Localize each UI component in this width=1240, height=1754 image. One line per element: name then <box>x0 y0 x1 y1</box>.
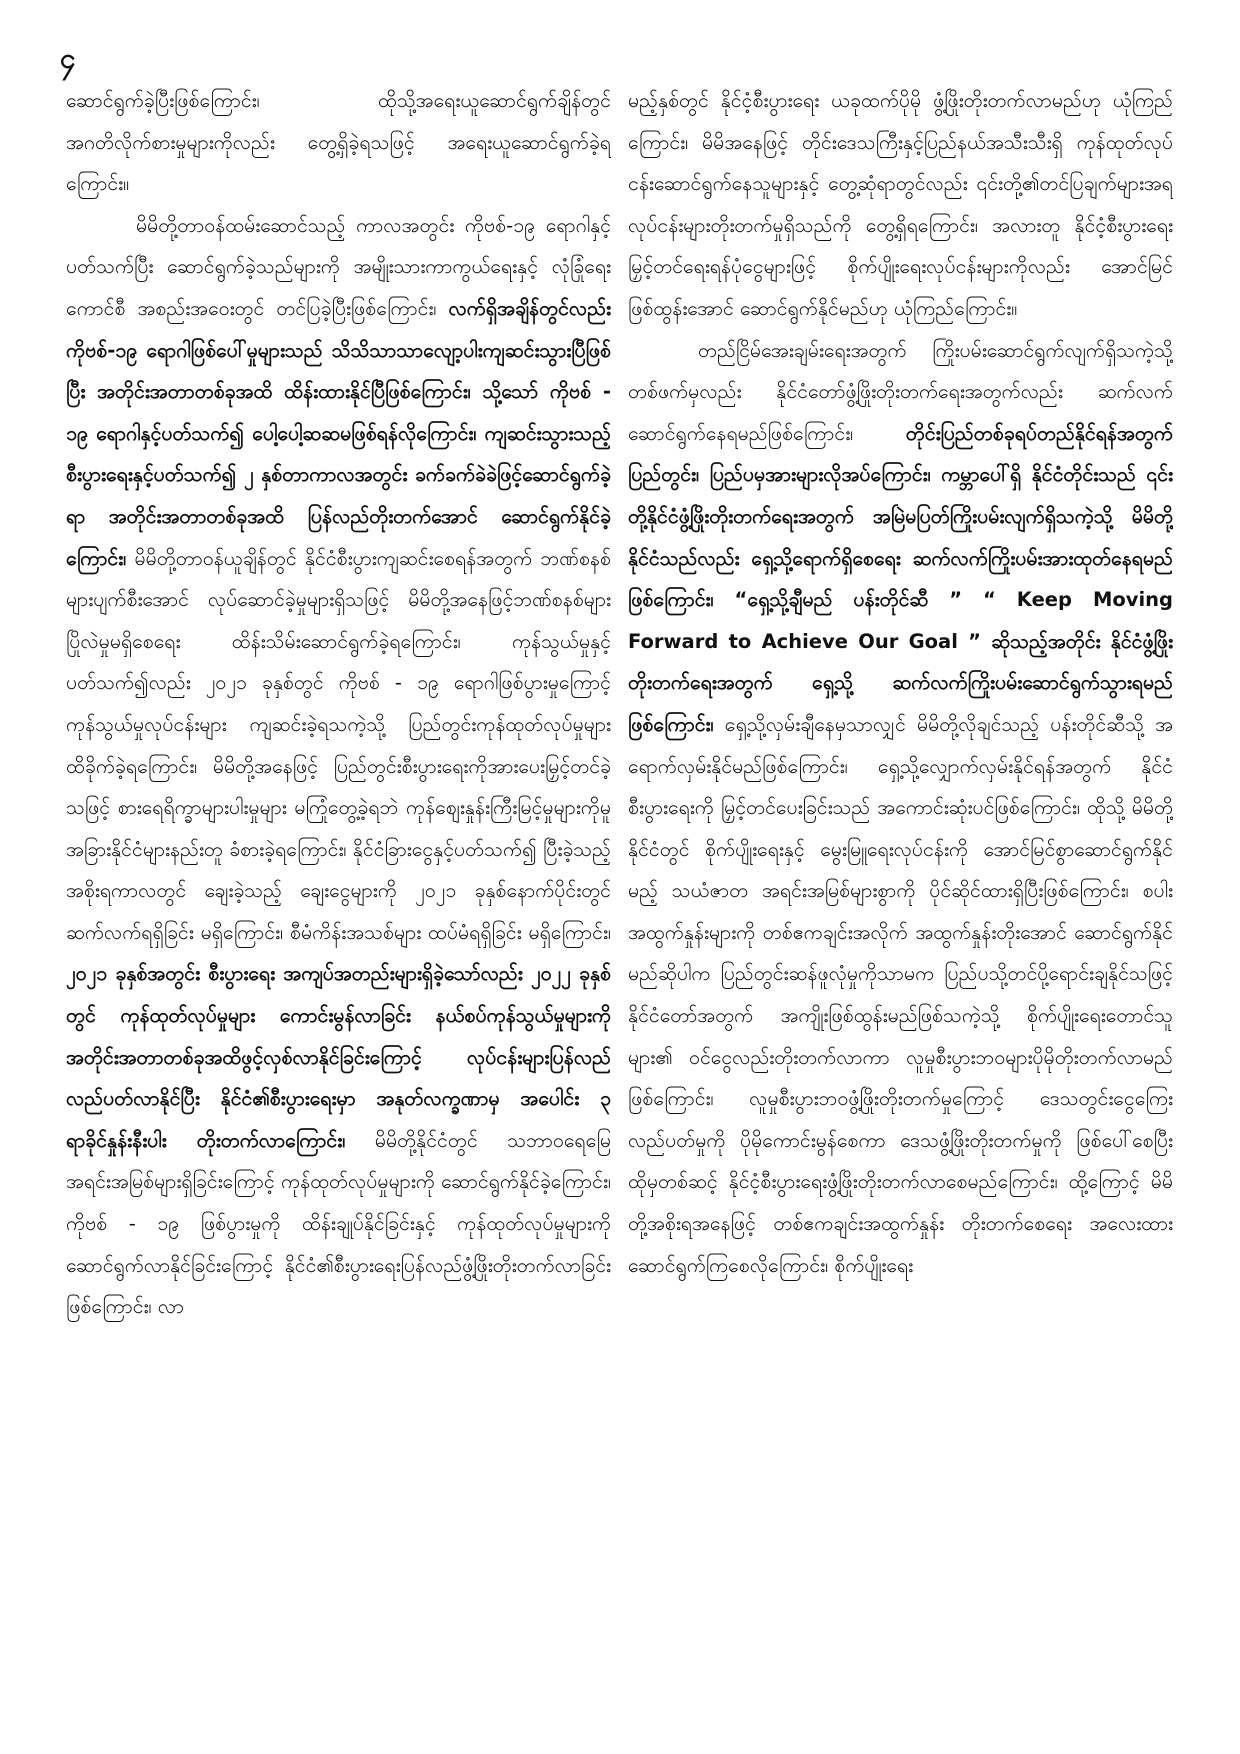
text-run: မိမိတို့တာဝန်ယူချိန်တွင် နိုင်ငံစီးပွားကျဆင်းစေရန်အတွက် ဘဏ်စနစ်များပျက်စီးအောင် လုပ်ဆောင်ခဲ့မှုများရှိသဖြင့် မိမိတို့အနေဖြင့်ဘဏ်စနစ်များ ပြိုလဲမှုမရှိစေရေး ထိန်းသိမ်းဆောင်ရွက်ခဲ့ရကြောင်း၊ ကုန်သွယ်မှုနှင့်ပတ်သက်၍လည်း ၂၀၂၁ ခုနှစ်တွင် ကိုဗစ် - ၁၉ ရောဂါဖြစ်ပွားမှုကြောင့် ကုန်သွယ်မှုလုပ်ငန်းများ ကျဆင်းခဲ့ရသကဲ့သို့ ပြည်တွင်းကုန်ထုတ်လုပ်မှုများ ထိခိုက်ခဲ့ရကြောင်း၊ မိမိတို့အနေဖြင့် ပြည်တွင်းစီးပွားရေးကိုအားပေးမြှင့်တင်ခဲ့သဖြင့် စားရေရိက္ခာများပါးမှုများ မကြုံတွေ့ခဲ့ရဘဲ ကုန်စျေးနှုန်းကြီးမြင့်မှုများကိုမူ အခြားနိုင်ငံများနည်းတူ ခံစားခဲ့ရကြောင်း၊ နိုင်ငံခြားငွေနှင့်ပတ်သက်၍ ပြီးခဲ့သည့်အစိုးရကာလတွင် ချေးခဲ့သည့် ချေးငွေများကို ၂၀၂၁ ခုနှစ်နောက်ပိုင်းတွင် ဆက်လက်ရရှိခြင်း မရှိကြောင်း၊ စီမံကိန်းအသစ်များ ထပ်မံရရှိခြင်း မရှိကြောင်း၊ <box>66 546 611 944</box>
text-run: မိမိတို့နိုင်ငံတွင် သဘာဝရေမြေအရင်းအမြစ်များရှိခြင်းကြောင့် ကုန်ထုတ်လုပ်မှုများကို ဆောင်ရွက်နိုင်ခဲ့ကြောင်း၊ ကိုဗစ် - ၁၉ ဖြစ်ပွားမှုကို ထိန်းချုပ်နိုင်ခြင်းနှင့် ကုန်ထုတ်လုပ်မှုများကို ဆောင်ရွက်လာနိုင်ခြင်းကြောင့် နိုင်ငံ၏စီးပွားရေးပြန်လည်ဖွံ့ဖြိုးတိုးတက်လာခြင်းဖြစ်ကြောင်း၊ လာ <box>66 1128 611 1319</box>
paragraph: မည့်နှစ်တွင် နိုင်ငံ့စီးပွားရေး ယခုထက်ပိုမို ဖွံ့ဖြိုးတိုးတက်လာမည်ဟု ယုံကြည်ကြောင်း၊ မိမိအနေဖြင့် တိုင်းဒေသကြီးနှင့်ပြည်နယ်အသီးသီးရှိ ကုန်ထုတ်လုပ်ငန်းဆောင်ရွက်နေသူများနှင့် တွေ့ဆုံရာတွင်လည်း ၎င်းတို့၏တင်ပြချက်များအရ လုပ်ငန်းများတိုးတက်မှုရှိသည်ကို တွေ့ရှိရကြောင်း၊ အလားတူ နိုင်ငံ့စီးပွားရေးမြှင့်တင်ရေးရန်ပုံငွေများဖြင့် စိုက်ပျိုးရေးလုပ်ငန်းများကိုလည်း အောင်မြင်ဖြစ်ထွန်းအောင် ဆောင်ရွက်နိုင်မည်ဟု ယုံကြည်ကြောင်း။ <box>628 89 1173 320</box>
text-run: ရှေ့သို့လှမ်းချီနေမှသာလျှင် မိမိတို့လိုချင်သည့် ပန်းတိုင်ဆီသို့ အရောက်လှမ်းနိုင်မည်ဖြစ်ကြောင်း၊ ရှေ့သို့လျှောက်လှမ်းနိုင်ရန်အတွက် နိုင်ငံစီးပွားရေးကို မြှင့်တင်ပေးခြင်းသည် အကောင်းဆုံးပင်ဖြစ်ကြောင်း၊ ထိုသို့ မိမိတို့နိုင်ငံတွင် စိုက်ပျိုးရေးနှင့် မွေးမြူရေးလုပ်ငန်းကို အောင်မြင်စွာဆောင်ရွက်နိုင်မည့် သယံဇာတ အရင်းအမြစ်များစွာကို ပိုင်ဆိုင်ထားရှိပြီးဖြစ်ကြောင်း၊ စပါးအထွက်နှုန်းများကို တစ်ဧကချင်းအလိုက် အထွက်နှုန်းတိုးအောင် ဆောင်ရွက်နိုင်မည်ဆိုပါက ပြည်တွင်းဆန်ဖူလုံမှုကိုသာမက ပြည်ပသို့တင်ပို့ရောင်းချနိုင်သဖြင့် နိုင်ငံတော်အတွက် အကျိုးဖြစ်ထွန်းမည်ဖြစ်သကဲ့သို့ စိုက်ပျိုးရေးတောင်သူများ၏ ဝင်ငွေလည်းတိုးတက်လာကာ လူမှုစီးပွားဘဝများပိုမိုတိုးတက်လာမည်ဖြစ်ကြောင်း၊ လူမှုစီးပွားဘဝဖွံ့ဖြိုးတိုးတက်မှုကြောင့် ဒေသတွင်းငွေကြေးလည်ပတ်မှုကို ပိုမိုကောင်းမွန်စေကာ ဒေသဖွံ့ဖြိုးတိုးတက်မှုကို ဖြစ်ပေါ်စေပြီး ထိုမှတစ်ဆင့် နိုင်ငံ့စီးပွားရေးဖွံ့ဖြိုးတိုးတက်လာစေမည်ကြောင်း၊ ထို့ကြောင့် မိမိတို့အစိုးရအနေဖြင့် တစ်ဧကချင်းအထွက်နှုန်း တိုးတက်စေရေး အလေးထားဆောင်ရွက်ကြစေလိုကြောင်း၊ စိုက်ပျိုးရေး <box>628 712 1173 1277</box>
text-run: တည်ငြိမ်အေးချမ်းရေးအတွက် ကြိုးပမ်းဆောင်ရွက်လျက်ရှိသကဲ့သို့ တစ်ဖက်မှလည်း နိုင်ငံတော်ဖွံ့ဖြိုးတိုးတက်ရေးအတွက်လည်း ဆက်လက်ဆောင်ရွက်နေရမည်ဖြစ်ကြောင်း၊ <box>628 338 1173 445</box>
right-column <box>628 80 1173 1700</box>
left-column <box>66 80 611 1700</box>
bold-text-run: လက်ရှိအချိန်တွင်လည်း ကိုဗစ်-၁၉ ရောဂါဖြစ်ပေါ်မှုများသည် သိသိသာသာလျော့ပါးကျဆင်းသွားပြီဖြစ်ပြီး အတိုင်းအတာတစ်ခုအထိ ထိန်းထားနိုင်ပြီဖြစ်ကြောင်း၊ သို့သော် ကိုဗစ် - ၁၉ ရောဂါနှင့်ပတ်သက်၍ ပေါ့ပေါ့ဆဆမဖြစ်ရန်လိုကြောင်း၊ ကျဆင်းသွားသည့် စီးပွားရေးနှင့်ပတ်သက်၍ ၂ နှစ်တာကာလအတွင်း ခက်ခက်ခဲခဲဖြင့်ဆောင်ရွက်ခဲ့ရာ အတိုင်းအတာတစ်ခုအထိ ပြန်လည်တိုးတက်အောင် ဆောင်ရွက်နိုင်ခဲ့ကြောင်း၊ <box>66 296 611 570</box>
text-run: မိမိတို့တာဝန်ထမ်းဆောင်သည့် ကာလအတွင်း ကိုဗစ်-၁၉ ရောဂါနှင့်ပတ်သက်ပြီး ဆောင်ရွက်ခဲ့သည်များကို အမျိုးသားကာကွယ်ရေးနှင့် လုံခြုံရေးကောင်စီ အစည်းအဝေးတွင် တင်ပြခဲ့ပြီးဖြစ်ကြောင်း၊ <box>66 213 611 320</box>
page-number: ၄ <box>60 42 76 75</box>
paragraph <box>66 205 611 1328</box>
bold-text-run: တိုင်းပြည်တစ်ခုရပ်တည်နိုင်ရန်အတွက် ပြည်တွင်း၊ ပြည်ပမှအားများလိုအပ်ကြောင်း၊ ကမ္ဘာပေါ်ရှိ နိုင်ငံတိုင်းသည် ၎င်းတို့နိုင်ငံဖွံ့ဖြိုးတိုးတက်ရေးအတွက် အမြဲမပြတ်ကြိုးပမ်းလျက်ရှိသကဲ့သို့ မိမိတို့နိုင်ငံသည်လည်း ရှေ့သို့ရောက်ရှိစေရေး ဆက်လက်ကြိုးပမ်းအားထုတ်နေရမည်ဖြစ်ကြောင်း၊ “ရှေ့သို့ချီမည် ပန်းတိုင်ဆီ ” “ Keep Moving Forward to Achieve Our Goal ” ဆိုသည့်အတိုင်း နိုင်ငံဖွံ့ဖြိုးတိုးတက်ရေးအတွက် ရှေ့သို့ ဆက်လက်ကြိုးပမ်းဆောင်ရွက်သွားရမည်ဖြစ်ကြောင်း၊ <box>628 421 1173 736</box>
paragraph <box>628 330 1173 1287</box>
paragraph: ဆောင်ရွက်ခဲ့ပြီးဖြစ်ကြောင်း၊ ထိုသို့အရေးယူဆောင်ရွက်ချိန်တွင် အဂတိလိုက်စားမှုများကိုလည်း တွေ့ရှိခဲ့ရသဖြင့် အရေးယူဆောင်ရွက်ခဲ့ရကြောင်း။ <box>66 89 611 196</box>
bold-text-run: ၂၀၂၁ ခုနှစ်အတွင်း စီးပွားရေး အကျပ်အတည်းများရှိခဲ့သော်လည်း ၂၀၂၂ ခုနှစ်တွင် ကုန်ထုတ်လုပ်မှုများ ကောင်းမွန်လာခြင်း နယ်စပ်ကုန်သွယ်မှုများကို အတိုင်းအတာတစ်ခုအထိဖွင့်လှစ်လာနိုင်ခြင်းကြောင့် လုပ်ငန်းများပြန်လည်လည်ပတ်လာနိုင်ပြီး နိုင်ငံ၏စီးပွားရေးမှာ အနုတ်လက္ခဏာမှ အပေါင်း ၃ ရာခိုင်နှုန်းနီးပါး တိုးတက်လာကြောင်း၊ <box>66 962 611 1152</box>
